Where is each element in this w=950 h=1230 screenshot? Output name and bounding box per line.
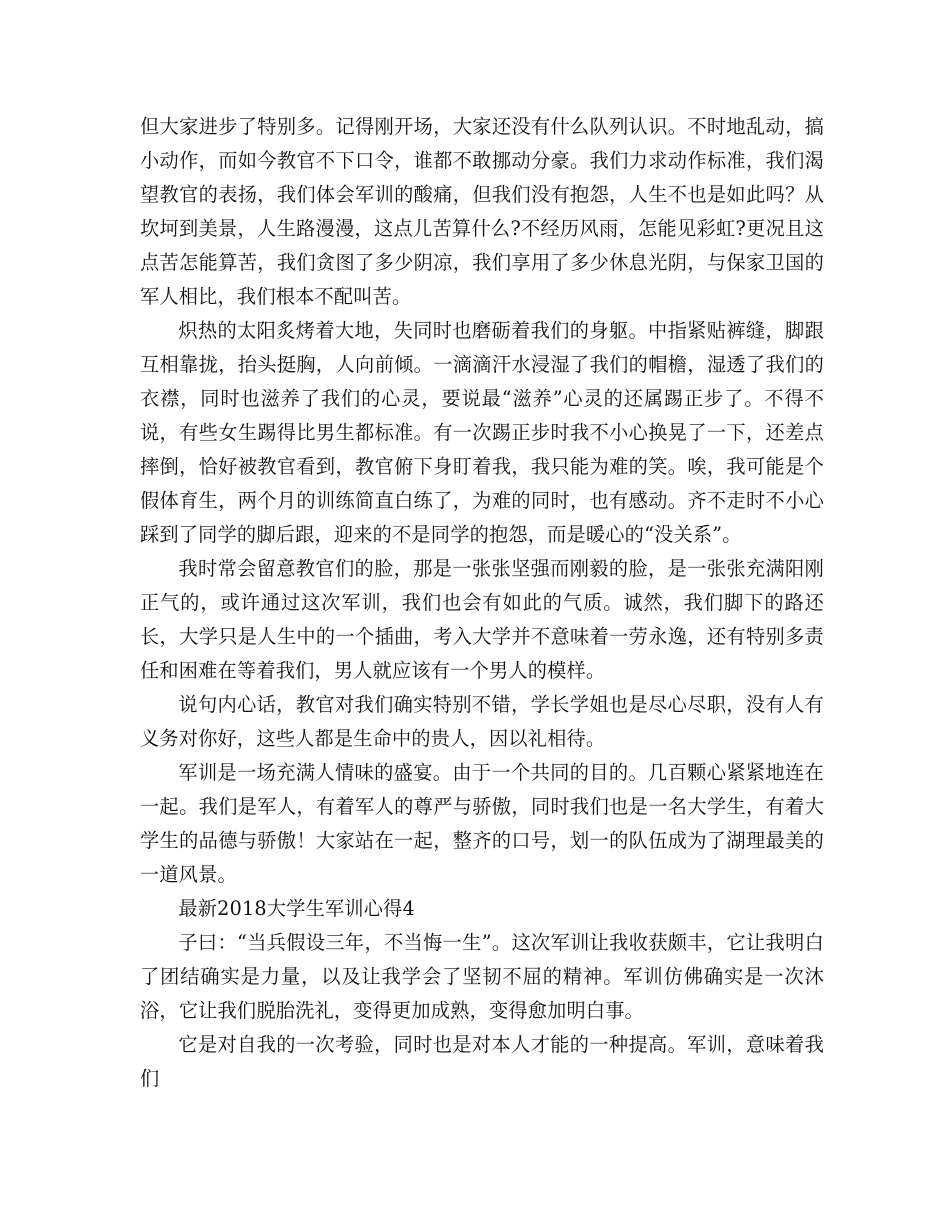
paragraph-5: 军训是一场充满人情味的盛宴。由于一个共同的目的。几百颗心紧紧地连在一起。我们是军人，有着军人的尊严与骄傲，同时我们也是一名大学生，有着大学生的品德与骄傲！大家站在一起，整齐的口号，划一的队伍成为了湖理最美的一道风景。 — [140, 761, 824, 886]
paragraph-2: 炽热的太阳炙烤着大地，失同时也磨砺着我们的身躯。中指紧贴裤缝，脚跟互相靠拢，抬头挺胸，人向前倾。一滴滴汗水浸湿了我们的帽檐，湿透了我们的衣襟，同时也滋养了我们的心灵，要说最“滋养”心灵的还属踢正步了。不得不说，有些女生踢得比男生都标准。有一次踢正步时我不小心换晃了一下，还差点摔倒，恰好被教官看到，教官俯下身盯着我，我只能为难的笑。唉，我可能是个假体育生，两个月的训练简直白练了，为难的同时，也有感动。齐不走时不小心踩到了同学的脚后跟，迎来的不是同学的抱怨，而是暖心的“没关系”。 — [140, 319, 824, 546]
paragraph-7: 它是对自我的一次考验，同时也是对本人才能的一种提高。军训，意味着我们 — [140, 1033, 824, 1090]
paragraph-1: 但大家进步了特别多。记得刚开场，大家还没有什么队列认识。不时地乱动，搞小动作，而如今教官不下口令，谁都不敢挪动分豪。我们力求动作标准，我们渴望教官的表扬，我们体会军训的酸痛，但我们没有抱怨，人生不也是如此吗？从坎坷到美景，人生路漫漫，这点儿苦算什么?不经历风雨，怎能见彩虹?更况且这点苦怎能算苦，我们贪图了多少阴凉，我们享用了多少休息光阴，与保家卫国的军人相比，我们根本不配叫苦。 — [140, 115, 824, 308]
document-body — [140, 110, 824, 1096]
paragraph-6: 子曰：“当兵假设三年，不当悔一生”。这次军训让我收获颇丰，它让我明白了团结确实是力量，以及让我学会了坚韧不屈的精神。军训仿佛确实是一次沐浴，它让我们脱胎洗礼，变得更加成熟，变得愈加明白事。 — [140, 931, 824, 1022]
section-heading: 最新2018大学生军训心得4 — [178, 897, 415, 920]
paragraph-3: 我时常会留意教官们的脸，那是一张张坚强而刚毅的脸，是一张张充满阳刚正气的，或许通过这次军训，我们也会有如此的气质。诚然，我们脚下的路还长，大学只是人生中的一个插曲，考入大学并不意味着一劳永逸，还有特别多责任和困难在等着我们，男人就应该有一个男人的模样。 — [140, 557, 824, 682]
paragraph-4: 说句内心话，教官对我们确实特别不错，学长学姐也是尽心尽职，没有人有义务对你好，这些人都是生命中的贵人，因以礼相待。 — [140, 693, 824, 750]
